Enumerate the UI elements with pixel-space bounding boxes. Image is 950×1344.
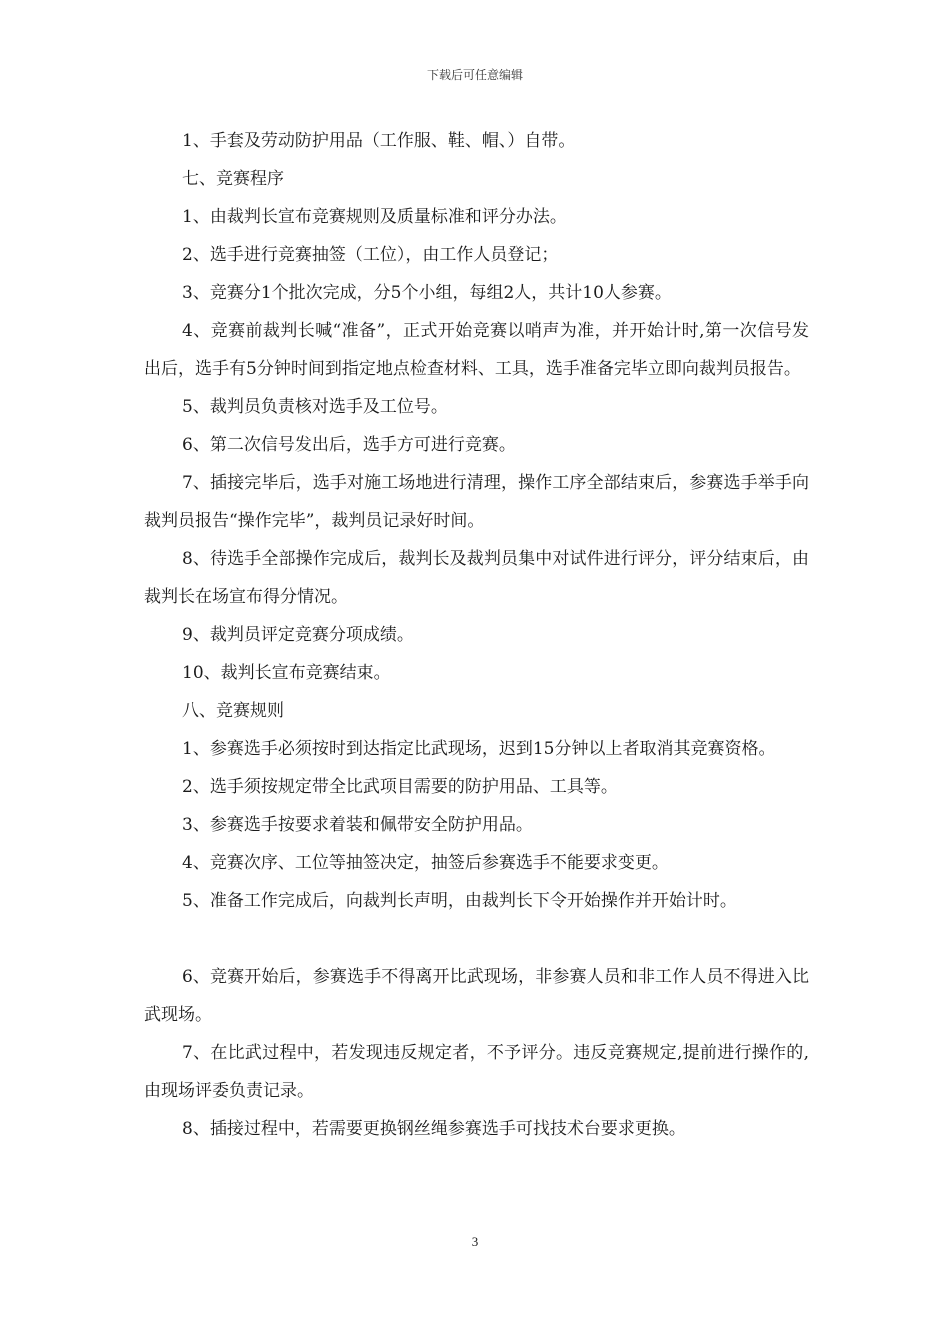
paragraph: 3、参赛选手按要求着装和佩带安全防护用品。 [182, 815, 533, 835]
paragraph: 3、竞赛分1个批次完成，分5个小组，每组2人，共计10人参赛。 [182, 283, 672, 303]
paragraph: 4、竞赛次序、工位等抽签决定，抽签后参赛选手不能要求变更。 [182, 853, 669, 873]
paragraph: 1、手套及劳动防护用品（工作服、鞋、帽、）自带。 [182, 131, 576, 151]
paragraph: 8、插接过程中，若需要更换钢丝绳参赛选手可找技术台要求更换。 [182, 1119, 686, 1139]
page-header: 下载后可任意编辑 [426, 68, 523, 82]
paragraph: 4、竞赛前裁判长喊“准备”，正式开始竞赛以哨声为准，并开始计时,第一次信号发出后，选手有5分钟时间到指定地点检查材料、工具，选手准备完毕立即向裁判员报告。 [144, 321, 809, 379]
paragraph: 5、准备工作完成后，向裁判长声明，由裁判长下令开始操作并开始计时。 [182, 891, 737, 911]
section-heading: 七、竞赛程序 [182, 169, 284, 189]
paragraph: 6、第二次信号发出后，选手方可进行竞赛。 [182, 435, 516, 455]
paragraph: 6、竞赛开始后，参赛选手不得离开比武现场，非参赛人员和非工作人员不得进入比武现场。 [144, 967, 809, 1025]
paragraph: 9、裁判员评定竞赛分项成绩。 [182, 625, 414, 645]
paragraph: 2、选手须按规定带全比武项目需要的防护用品、工具等。 [182, 777, 618, 797]
paragraph: 8、待选手全部操作完成后，裁判长及裁判员集中对试件进行评分，评分结束后，由裁判长在场宣布得分情况。 [144, 549, 809, 607]
paragraph: 7、在比武过程中，若发现违反规定者，不予评分。违反竞赛规定,提前进行操作的,由现场评委负责记录。 [144, 1043, 809, 1101]
section-heading: 八、竞赛规则 [182, 701, 284, 721]
paragraph: 10、裁判长宣布竞赛结束。 [182, 663, 391, 683]
paragraph: 1、参赛选手必须按时到达指定比武现场，迟到15分钟以上者取消其竞赛资格。 [182, 739, 776, 759]
paragraph: 2、选手进行竞赛抽签（工位），由工作人员登记； [182, 245, 559, 265]
paragraph: 7、插接完毕后，选手对施工场地进行清理，操作工序全部结束后，参赛选手举手向裁判员报告“操作完毕”，裁判员记录好时间。 [144, 473, 809, 531]
document-body [144, 122, 809, 1148]
paragraph: 5、裁判员负责核对选手及工位号。 [182, 397, 448, 417]
page-number: 3 [471, 1234, 479, 1249]
blank-line [144, 920, 809, 958]
paragraph: 1、由裁判长宣布竞赛规则及质量标准和评分办法。 [182, 207, 567, 227]
